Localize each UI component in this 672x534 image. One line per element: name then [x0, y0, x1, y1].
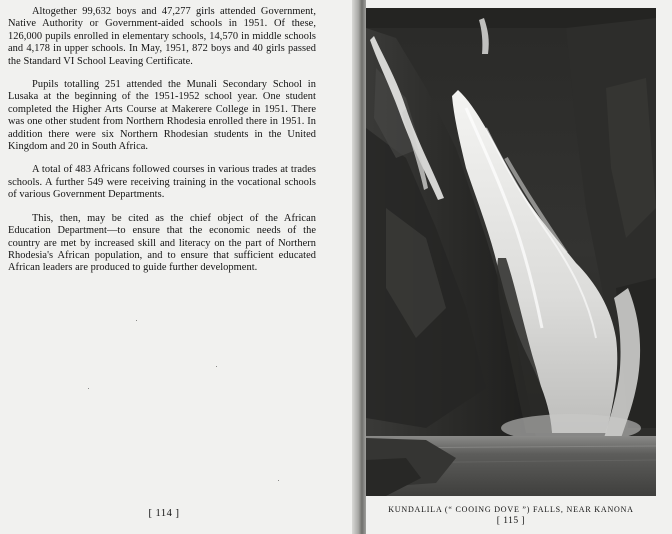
paper-speck	[136, 320, 137, 321]
paragraph: Altogether 99,632 boys and 47,277 girls attended Government, Native Authority or Government-aided schools in 1951. Of these, 126,000 pupils enrolled in elementary schools, 14,570 in middle schools and 4,178 in upper schools. In May, 1951, 872 boys and 40 girls passed the Standard VI School Leaving Certificate.	[8, 6, 316, 67]
paragraph: Pupils totalling 251 attended the Munali Secondary School in Lusaka at the beginning of the 1951-1952 school year. One student completed the Higher Arts Course at Makerere College in 1951. There was one other student from Northern Rhodesia enrolled there in 1951. In addition there were six Northern Rhodesian students in the United Kingdom and 20 in South Africa.	[8, 79, 316, 153]
page-number-left: [ 114 ]	[148, 508, 180, 519]
paper-speck	[88, 388, 89, 389]
body-text	[8, 6, 316, 286]
paragraph: A total of 483 Africans followed courses in various trades at trades schools. A further 549 were receiving training in the vocational schools of various Government Departments.	[8, 164, 316, 201]
page-number-right: [ 115 ]	[496, 516, 526, 526]
paper-speck	[216, 366, 217, 367]
photo-caption: KUNDALILA (“ COOING DOVE ”) FALLS, NEAR KANONA	[388, 505, 634, 514]
paper-speck	[278, 480, 279, 481]
waterfall-photo-icon	[366, 8, 656, 496]
waterfall-photo	[366, 8, 656, 496]
paragraph: This, then, may be cited as the chief object of the African Education Department—to ensure that the economic needs of the country are met by increased skill and literacy on the part of Northern Rhodesia's African population, and to ensure that sufficient educated African leaders are produced to guide further development.	[8, 212, 316, 274]
